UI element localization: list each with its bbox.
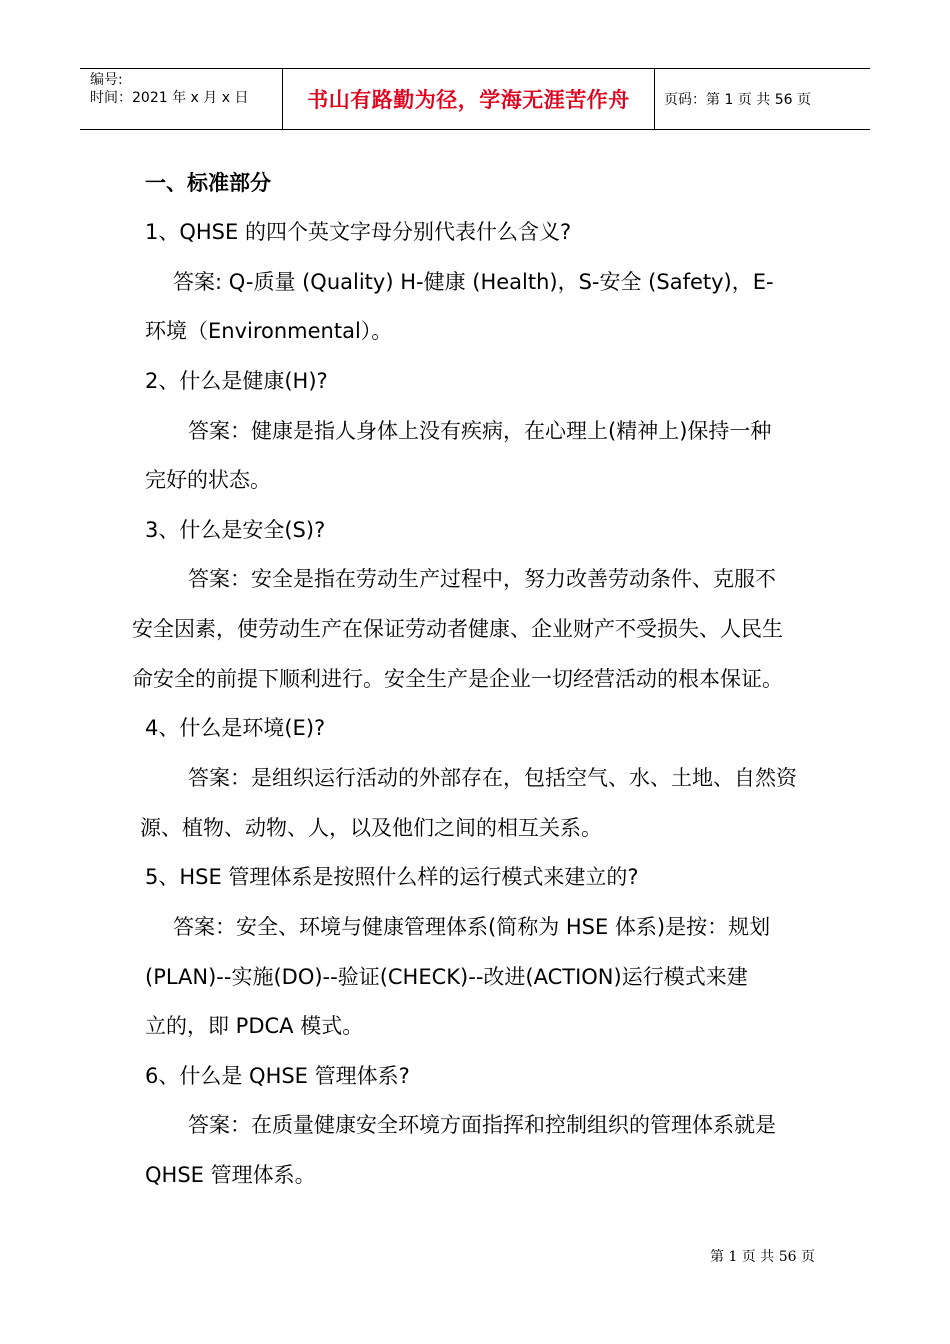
answer-6-line-1: 答案：在质量健康安全环境方面指挥和控制组织的管理体系就是 <box>188 1113 776 1137</box>
document-date: 时间：2021 年 x 月 x 日 <box>90 90 249 106</box>
answer-6-line-2: QHSE 管理体系。 <box>145 1163 316 1187</box>
header-motto-cell <box>282 69 655 129</box>
header-page-info-cell <box>655 69 870 129</box>
question-5: 5、HSE 管理体系是按照什么样的运行模式来建立的? <box>145 865 639 889</box>
page-footer <box>710 1246 815 1266</box>
question-4: 4、什么是环境(E)? <box>145 716 326 740</box>
answer-5-line-3: 立的，即 PDCA 模式。 <box>145 1014 364 1038</box>
page-header <box>80 68 870 130</box>
answer-5-line-1: 答案：安全、环境与健康管理体系(简称为 HSE 体系)是按：规划 <box>173 915 771 939</box>
footer-page-info: 第 1 页 共 56 页 <box>710 1249 815 1265</box>
answer-3-line-2: 安全因素，使劳动生产在保证劳动者健康、企业财产不受损失、人民生 <box>132 617 783 641</box>
header-motto: 书山有路勤为径，学海无涯苦作舟 <box>307 88 630 112</box>
answer-1-line-2: 环境（Environmental）。 <box>145 319 393 343</box>
answer-4-line-2: 源、植物、动物、人，以及他们之间的相互关系。 <box>140 816 602 840</box>
document-number-label: 编号: <box>90 72 123 88</box>
answer-4-line-1: 答案：是组织运行活动的外部存在，包括空气、水、土地、自然资 <box>188 766 797 790</box>
section-title: 一、标准部分 <box>145 171 271 195</box>
answer-3-line-3: 命安全的前提下顺利进行。安全生产是企业一切经营活动的根本保证。 <box>132 667 783 691</box>
answer-2-line-1: 答案：健康是指人身体上没有疾病，在心理上(精神上)保持一种 <box>188 419 772 443</box>
answer-2-line-2: 完好的状态。 <box>145 468 271 492</box>
question-2: 2、什么是健康(H)? <box>145 369 328 393</box>
answer-1-line-1: 答案: Q-质量 (Quality) H-健康 (Health)，S-安全 (Safety)，E- <box>173 270 774 294</box>
question-1: 1、QHSE 的四个英文字母分别代表什么含义? <box>145 220 572 244</box>
question-3: 3、什么是安全(S)? <box>145 518 326 542</box>
header-page-info: 页码：第 1 页 共 56 页 <box>664 92 811 108</box>
answer-5-line-2: (PLAN)--实施(DO)--验证(CHECK)--改进(ACTION)运行模式来建 <box>145 965 748 989</box>
answer-3-line-1: 答案：安全是指在劳动生产过程中，努力改善劳动条件、克服不 <box>188 567 776 591</box>
question-6: 6、什么是 QHSE 管理体系? <box>145 1064 410 1088</box>
header-meta <box>80 69 282 129</box>
